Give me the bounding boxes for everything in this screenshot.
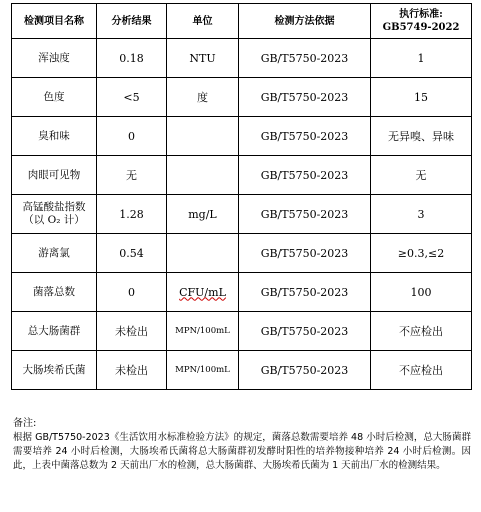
unit-value <box>167 156 239 195</box>
method-value: GB/T5750-2023 <box>239 39 371 78</box>
unit-value: MPN/100mL <box>167 312 239 351</box>
result-value: <5 <box>97 78 167 117</box>
unit-value: mg/L <box>167 195 239 234</box>
table-row <box>12 156 472 195</box>
unit-value: MPN/100mL <box>167 351 239 390</box>
result-value: 未检出 <box>97 351 167 390</box>
unit-value: 度 <box>167 78 239 117</box>
unit-value-text: CFU/mL <box>179 285 226 299</box>
unit-value <box>167 273 239 312</box>
item-name: 肉眼可见物 <box>12 156 97 195</box>
standard-value: 100 <box>371 273 472 312</box>
method-value: GB/T5750-2023 <box>239 234 371 273</box>
standard-value: 15 <box>371 78 472 117</box>
standard-value: 无异嗅、异味 <box>371 117 472 156</box>
standard-value: 不应检出 <box>371 312 472 351</box>
method-value: GB/T5750-2023 <box>239 78 371 117</box>
header-standard-line1: 执行标准: <box>399 9 443 20</box>
table-row <box>12 195 472 234</box>
item-name: 总大肠菌群 <box>12 312 97 351</box>
table-row <box>12 117 472 156</box>
header-row <box>12 4 472 39</box>
result-value: 0 <box>97 273 167 312</box>
result-value: 无 <box>97 156 167 195</box>
header-standard <box>371 4 472 39</box>
item-name: 臭和味 <box>12 117 97 156</box>
header-item: 检测项目名称 <box>12 4 97 39</box>
result-value: 0.54 <box>97 234 167 273</box>
item-name-line1: 高锰酸盐指数 <box>22 201 86 213</box>
header-method: 检测方法依据 <box>239 4 371 39</box>
standard-value: 1 <box>371 39 472 78</box>
item-name: 色度 <box>12 78 97 117</box>
item-name <box>12 195 97 234</box>
item-name-line2: （以 O₂ 计） <box>23 214 85 226</box>
result-value: 0 <box>97 117 167 156</box>
water-quality-table <box>11 3 472 390</box>
standard-value: ≥0.3,≤2 <box>371 234 472 273</box>
header-unit: 单位 <box>167 4 239 39</box>
method-value: GB/T5750-2023 <box>239 273 371 312</box>
standard-value: 3 <box>371 195 472 234</box>
header-result: 分析结果 <box>97 4 167 39</box>
result-value: 未检出 <box>97 312 167 351</box>
result-value: 1.28 <box>97 195 167 234</box>
item-name: 大肠埃希氏菌 <box>12 351 97 390</box>
standard-value: 无 <box>371 156 472 195</box>
header-standard-line2: GB5749-2022 <box>382 22 460 33</box>
table-row <box>12 312 472 351</box>
table-row <box>12 273 472 312</box>
table-row <box>12 78 472 117</box>
unit-value: NTU <box>167 39 239 78</box>
notes-title: 备注: <box>13 418 37 429</box>
table-row <box>12 351 472 390</box>
item-name: 菌落总数 <box>12 273 97 312</box>
notes-section <box>13 417 471 473</box>
unit-value <box>167 234 239 273</box>
method-value: GB/T5750-2023 <box>239 156 371 195</box>
item-name: 浑浊度 <box>12 39 97 78</box>
table-row <box>12 39 472 78</box>
table-row <box>12 234 472 273</box>
method-value: GB/T5750-2023 <box>239 312 371 351</box>
item-name: 游离氯 <box>12 234 97 273</box>
method-value: GB/T5750-2023 <box>239 195 371 234</box>
method-value: GB/T5750-2023 <box>239 351 371 390</box>
result-value: 0.18 <box>97 39 167 78</box>
unit-value <box>167 117 239 156</box>
notes-body: 根据 GB/T5750-2023《生活饮用水标准检验方法》的规定，菌落总数需要培养 48 小时后检测，总大肠菌群需要培养 24 小时后检测，大肠埃希氏菌将总大肠菌群初发酵时阳性的培养物接种培养 24 小时后检测。因此，上表中菌落总数为 2 天前出厂水的检测，总大肠菌群、大肠埃希氏菌为 1 天前出厂水的检测结果。 <box>13 432 471 471</box>
method-value: GB/T5750-2023 <box>239 117 371 156</box>
standard-value: 不应检出 <box>371 351 472 390</box>
